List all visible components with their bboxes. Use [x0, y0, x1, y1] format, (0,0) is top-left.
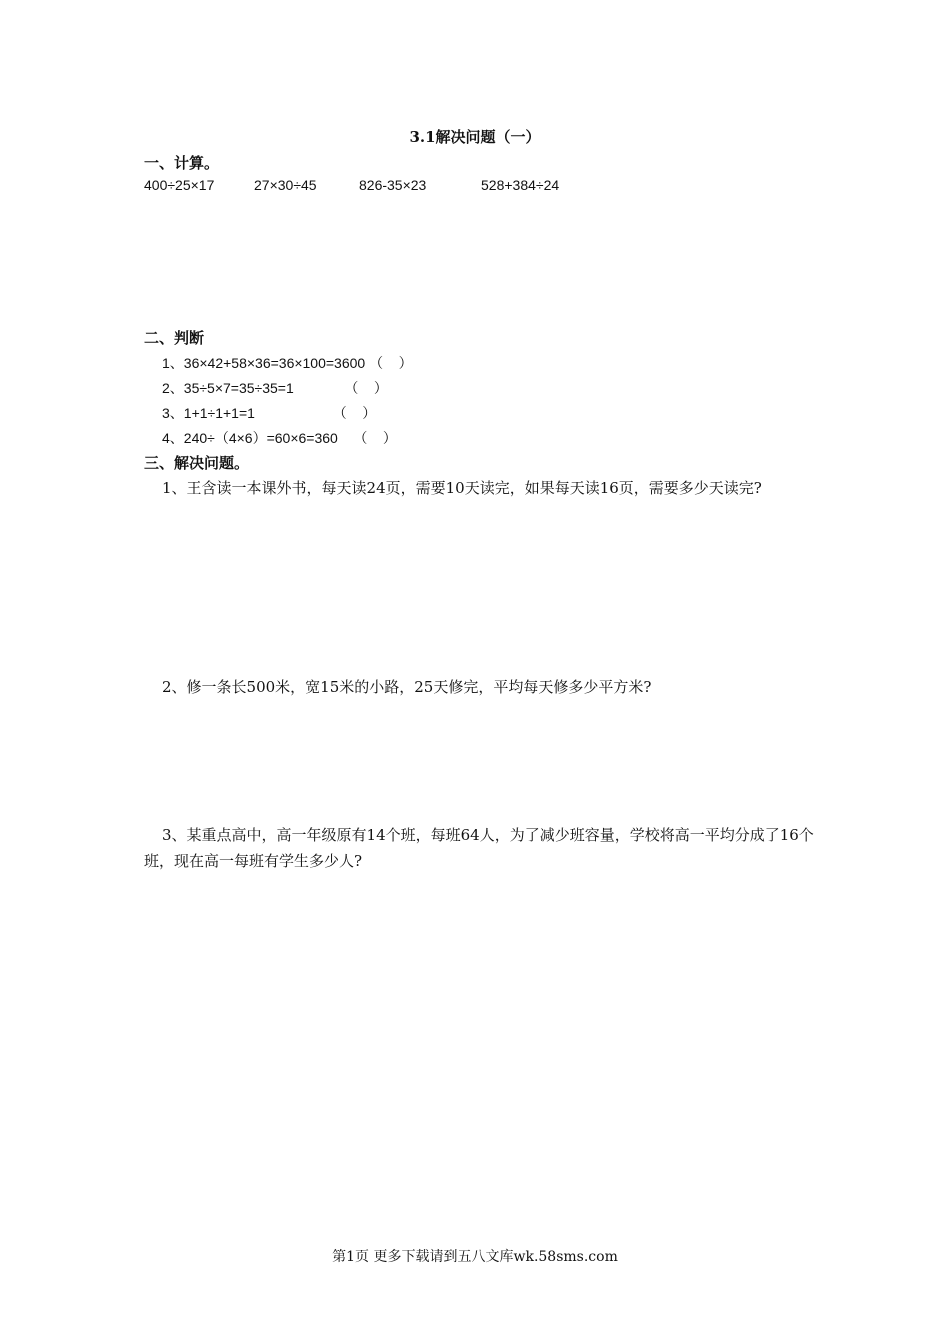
judgement-item-4: 4、240÷（4×6）=60×6=360 （ ） [162, 430, 397, 446]
section-heading-problems: 三、解决问题。 [144, 454, 250, 472]
calculation-expressions [0, 177, 950, 197]
expression-4: 528+384÷24 [481, 177, 560, 193]
judgement-item-1: 1、36×42+58×36=36×100=3600 （ ） [162, 355, 413, 371]
section-heading-calculation: 一、计算。 [144, 154, 220, 172]
word-problem-2: 2、修一条长500米，宽15米的小路，25天修完，平均每天修多少平方米? [162, 678, 652, 696]
judgement-item-3: 3、1+1÷1+1=1 （ ） [162, 405, 377, 421]
judgement-item-2: 2、35÷5×7=35÷35=1 （ ） [162, 380, 388, 396]
expression-2: 27×30÷45 [254, 177, 317, 193]
word-problem-1: 1、王含读一本课外书，每天读24页，需要10天读完，如果每天读16页，需要多少天读完? [162, 479, 762, 497]
word-problem-3: 3、某重点高中，高一年级原有14个班，每班64人，为了减少班容量，学校将高一平均分成了16个班，现在高一每班有学生多少人? [144, 826, 814, 870]
expression-1: 400÷25×17 [144, 177, 215, 193]
page-footer: 第1页 更多下载请到五八文库wk.58sms.com [332, 1249, 618, 1265]
document-title: 3.1解决问题（一） [409, 128, 541, 146]
section-heading-judgement: 二、判断 [144, 329, 205, 347]
expression-3: 826-35×23 [359, 177, 427, 193]
